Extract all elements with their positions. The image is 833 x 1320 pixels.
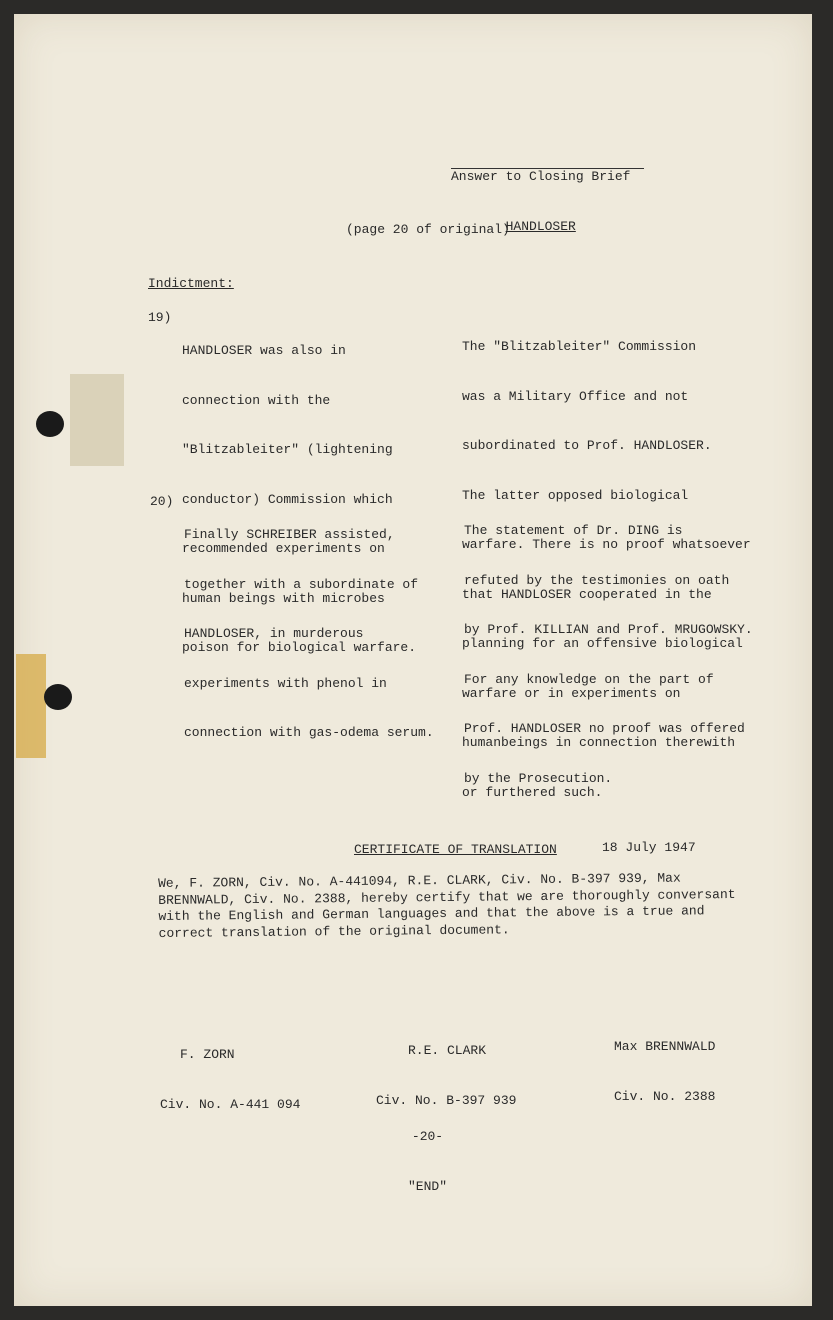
text-line: warfare or in experiments on — [462, 685, 681, 701]
certificate-heading: CERTIFICATE OF TRANSLATION — [354, 842, 557, 857]
text-line: or furthered such. — [462, 784, 603, 800]
text-line: poison for biological warfare. — [182, 640, 417, 655]
text-line: conductor) Commission which — [182, 491, 393, 507]
text-line: that HANDLOSER cooperated in the — [462, 586, 712, 602]
certificate-date: 18 July 1947 — [602, 840, 696, 855]
indictment-label: Indictment: — [148, 276, 234, 291]
text-line: For any knowledge on the part of — [464, 671, 714, 687]
header-title: Answer to Closing Brief — [451, 169, 631, 184]
signature-name: Max BRENNWALD — [614, 1039, 716, 1054]
signature-block — [614, 1006, 715, 1138]
text-line: "Blitzableiter" (lightening — [182, 442, 393, 457]
text-line: warfare. There is no proof whatsoever — [462, 537, 751, 552]
signature-civ-number: Civ. No. 2388 — [614, 1088, 716, 1104]
tape-residue — [70, 374, 124, 466]
text-line: The latter opposed biological — [462, 487, 689, 503]
item-number: 20) — [150, 494, 174, 509]
text-line: together with a subordinate of — [184, 576, 419, 592]
text-line: connection with gas-odema serum. — [184, 725, 434, 740]
signature-civ-number: Civ. No. A-441 094 — [160, 1096, 301, 1112]
signature-name: R.E. CLARK — [408, 1043, 487, 1058]
text-line: Prof. HANDLOSER no proof was offered — [464, 721, 745, 736]
text-line: HANDLOSER was also in — [182, 343, 346, 358]
document-page — [14, 14, 812, 1306]
item-number: 19) — [148, 310, 172, 325]
end-marker: "END" — [408, 1178, 448, 1194]
text-line: refuted by the testimonies on oath — [464, 572, 730, 588]
certificate-body: We, F. ZORN, Civ. No. A-441094, R.E. CLARK, Civ. No. B-397 939, Max BRENNWALD, Civ. No. 2388, hereby certify that we are thoroughly conversant with the English and German languages and that the above is a true and correct translation of the original document. — [158, 870, 736, 941]
text-line: subordinated to Prof. HANDLOSER. — [462, 438, 712, 453]
text-line: recommended experiments on — [182, 541, 385, 556]
punch-hole-top — [36, 411, 64, 437]
page-reference: (page 20 of original) — [346, 222, 510, 237]
page-number — [408, 1096, 447, 1228]
text-line: Finally SCHREIBER assisted, — [184, 527, 395, 542]
text-line: humanbeings in connection therewith — [462, 735, 736, 750]
signature-civ-number: Civ. No. B-397 939 — [376, 1092, 517, 1108]
text-line: by the Prosecution. — [464, 770, 613, 786]
item-indictment-text — [182, 491, 434, 775]
text-line: experiments with phenol in — [184, 675, 387, 691]
signature-name: F. ZORN — [180, 1047, 235, 1062]
text-line: human beings with microbes — [182, 590, 385, 606]
text-line: planning for an offensive biological — [462, 636, 743, 651]
text-line: HANDLOSER, in murderous — [184, 626, 364, 641]
header-rule — [451, 168, 644, 169]
page-number-text: -20- — [411, 1129, 444, 1144]
text-line: connection with the — [182, 392, 331, 408]
signature-block — [160, 1014, 300, 1146]
header-name: HANDLOSER — [505, 218, 576, 234]
text-line: The "Blitzableiter" Commission — [462, 339, 697, 354]
text-line: was a Military Office and not — [462, 388, 689, 404]
punch-hole-bottom — [44, 684, 72, 710]
item-answer-text — [462, 487, 753, 820]
header-block — [451, 136, 630, 268]
text-line: The statement of Dr. DING is — [464, 523, 683, 538]
text-line: by Prof. KILLIAN and Prof. MRUGOWSKY. — [464, 622, 753, 637]
tape-strip — [16, 654, 46, 758]
